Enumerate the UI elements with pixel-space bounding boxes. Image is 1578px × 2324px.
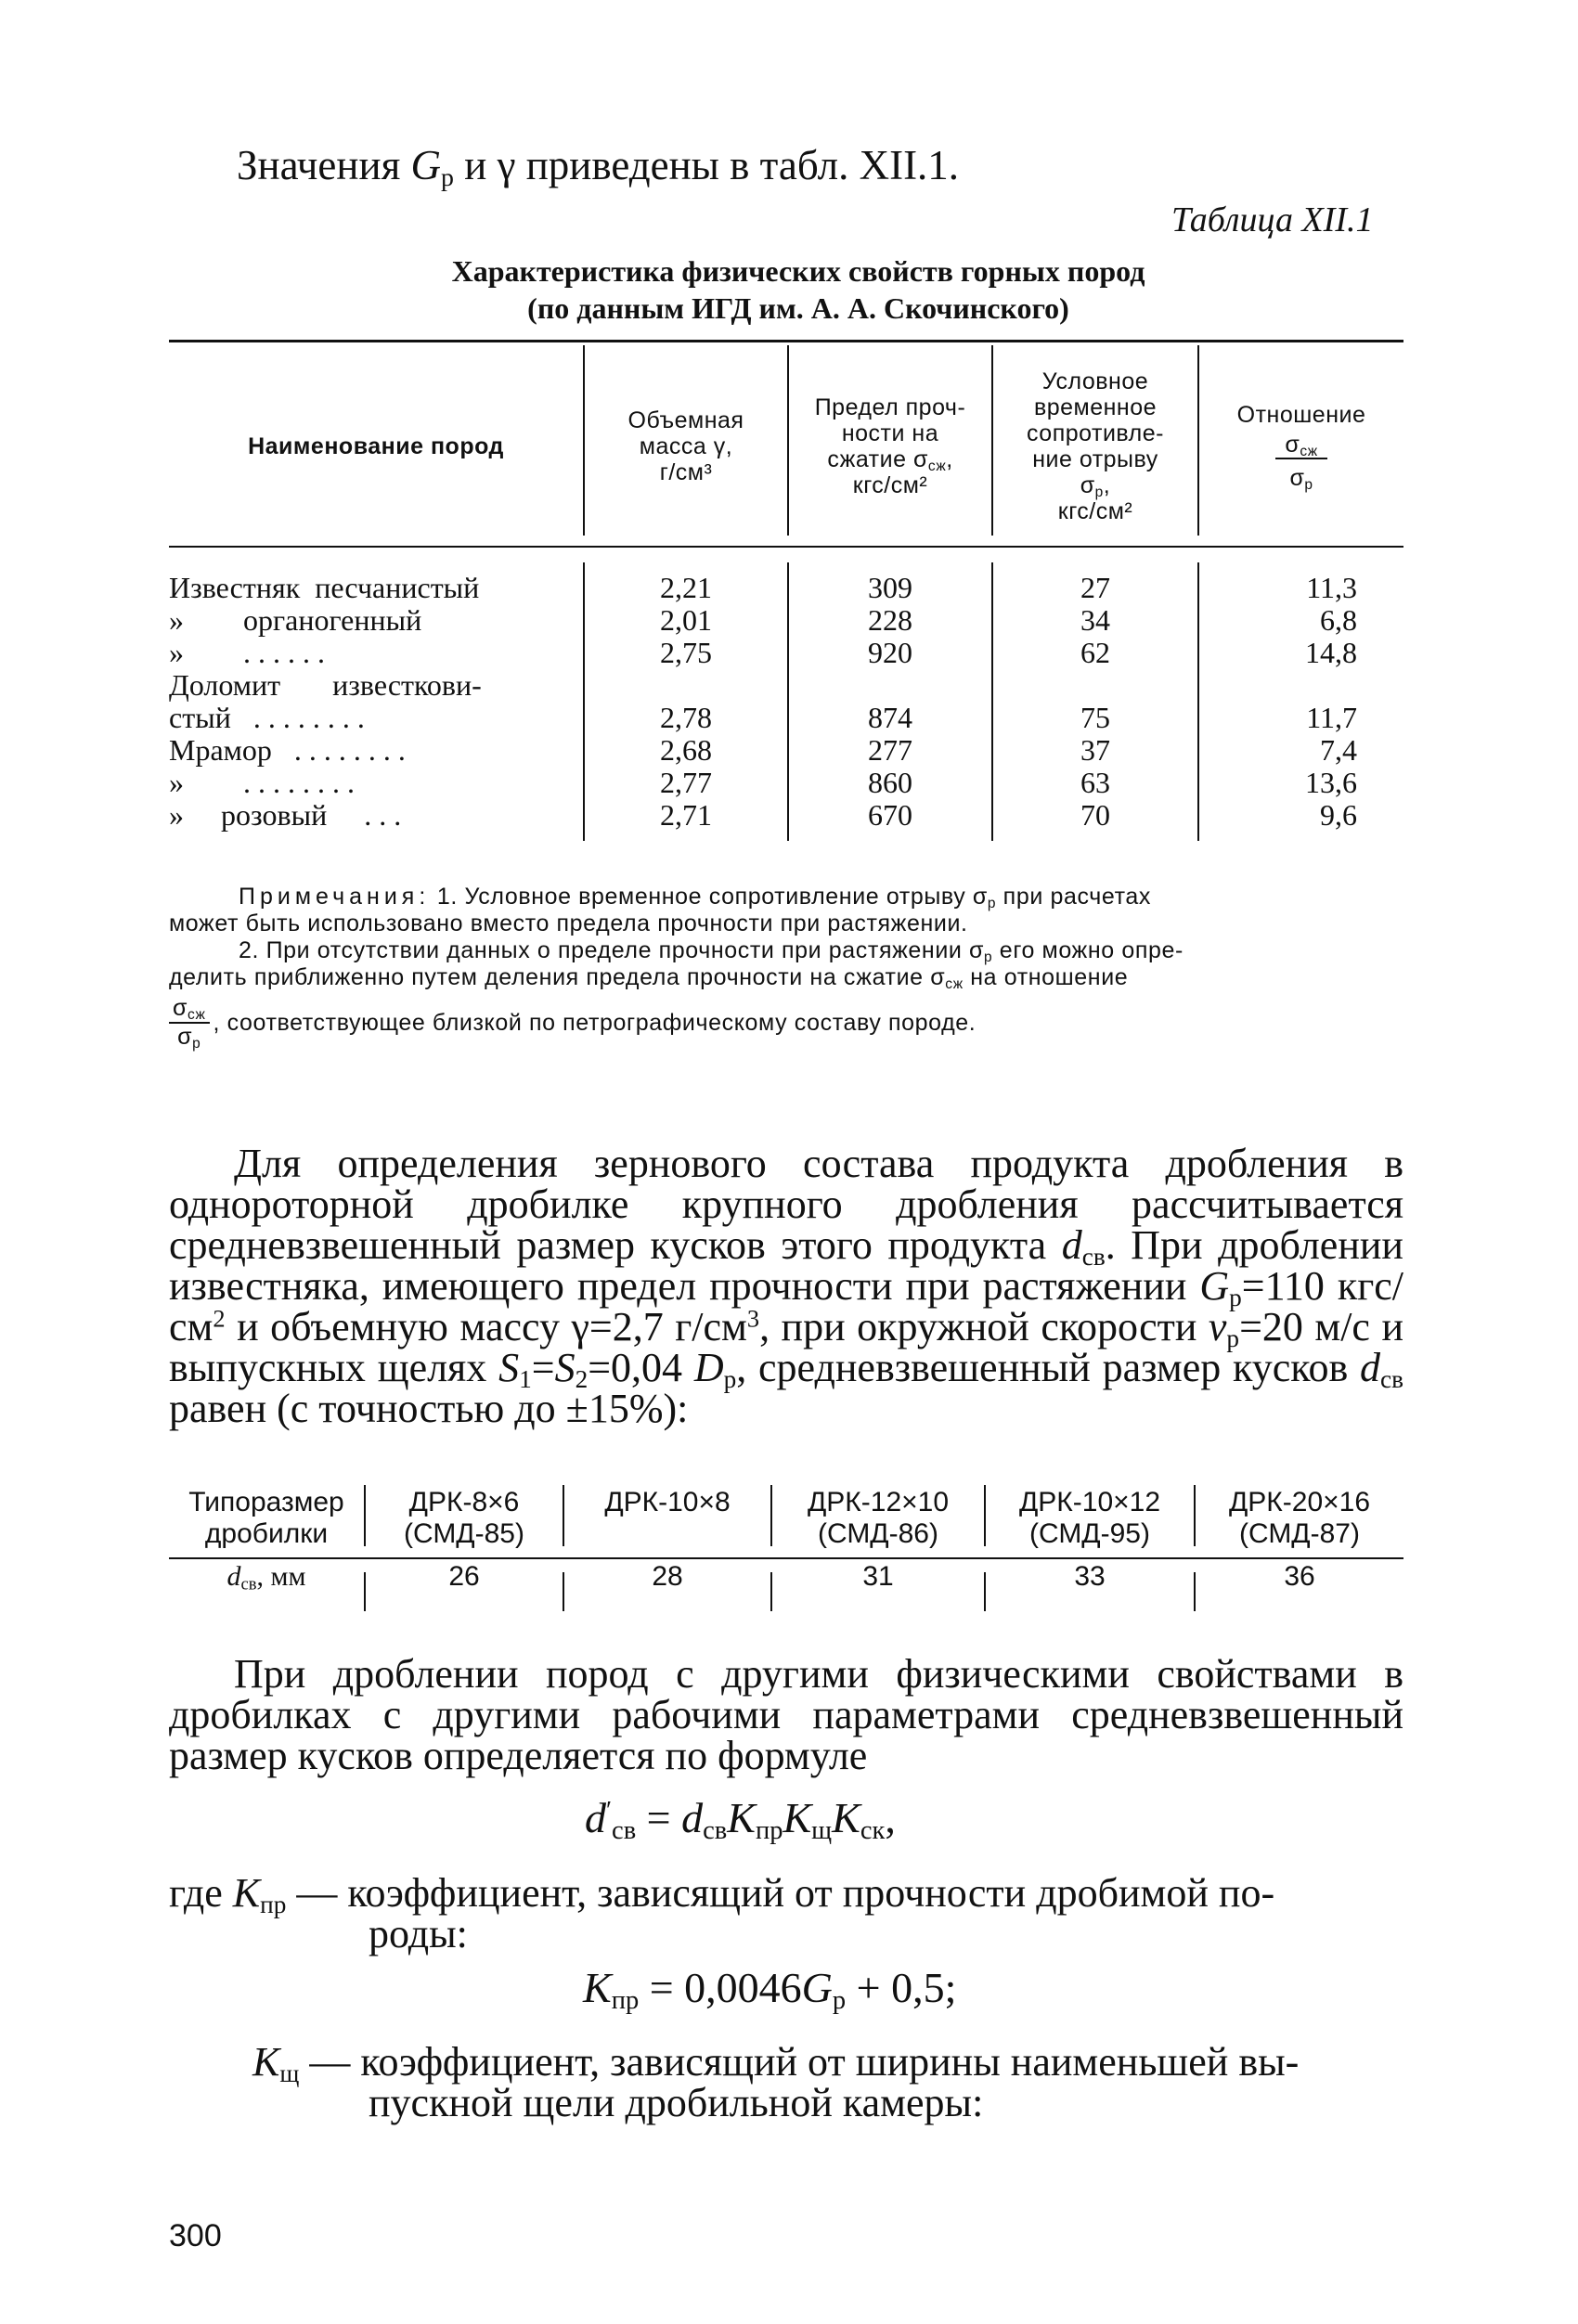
note-text: его можно опре- <box>992 937 1184 963</box>
rock-name: Мрамор . . . . . . . . <box>169 733 406 767</box>
density-value: 2,21 <box>660 571 712 604</box>
header-sub: р <box>1094 484 1104 500</box>
header-text: Предел проч- <box>814 394 966 420</box>
para-sub: р <box>723 1364 737 1393</box>
crusher-code: (СМД-87) <box>1239 1518 1360 1549</box>
var-K: K <box>832 1794 860 1841</box>
note-text: на отношение <box>963 964 1129 990</box>
rock-properties-table <box>169 340 1403 848</box>
crusher-model <box>564 1487 770 1518</box>
crusher-model <box>366 1487 563 1550</box>
formula-sub: св <box>703 1816 728 1846</box>
compression-value: 920 <box>868 636 912 669</box>
note-text: , соответствующее близкой по петрографическому составу породе. <box>213 1009 977 1036</box>
note-text: 2. При отсутствии данных о пределе прочности при растяжении σ <box>239 937 985 963</box>
header-text: г/см³ <box>659 459 713 485</box>
header-text: , <box>946 446 953 472</box>
compression-value: 670 <box>868 798 912 832</box>
note-fraction <box>169 995 210 1051</box>
var-d: d <box>681 1794 704 1841</box>
var-G: G <box>1199 1263 1230 1309</box>
note-sub: р <box>984 949 993 965</box>
crusher-size-table <box>169 1485 1403 1610</box>
note-text: может быть использовано вместо предела прочности при растяжении. <box>169 910 968 936</box>
var-d: d <box>1360 1345 1381 1390</box>
para-sub: р <box>1229 1283 1242 1311</box>
para-sup: 3 <box>746 1304 760 1333</box>
var-K: K <box>727 1794 756 1841</box>
density-column <box>585 572 787 832</box>
var-K: K <box>783 1794 812 1841</box>
table-top-rule <box>169 340 1403 342</box>
var-K: K <box>252 2039 280 2085</box>
density-value: 2,68 <box>660 733 712 767</box>
var-G: G <box>410 142 442 188</box>
header-text: сжатие σ <box>827 446 928 472</box>
para-text: При дроблении пород с другими физическими свойствами в дробилках с другими рабочими параметрами средневзвешенный размер кусков определяется по формуле <box>169 1651 1403 1778</box>
header-text: кгс/см² <box>1057 498 1133 524</box>
para-text: где <box>169 1870 233 1916</box>
header-text: ние отрыву <box>1032 446 1158 472</box>
var-D: D <box>693 1345 724 1390</box>
para-sub: 2 <box>575 1364 589 1393</box>
tension-column <box>993 572 1197 832</box>
rock-name-column <box>169 572 577 832</box>
header-text: масса γ, <box>639 433 733 459</box>
para-text: и объемную массу <box>225 1304 572 1349</box>
note-sub: р <box>987 895 997 911</box>
note-text: 1. Условное временное сопротивление отрыву σ <box>430 884 988 910</box>
definition-ksch <box>169 2039 1403 2125</box>
table2-rule <box>169 1557 1403 1559</box>
formula-sub: пр <box>755 1816 783 1846</box>
header-rock-name: Наименование пород <box>248 433 504 459</box>
rock-name: Доломит известкови- <box>169 668 482 702</box>
para-text: =0,04 <box>588 1345 694 1390</box>
crusher-name: ДРК-12×10 <box>807 1487 950 1517</box>
para-text: =2,7 г/см <box>589 1304 747 1349</box>
var-d: d <box>585 1794 606 1841</box>
crusher-code: (СМД-85) <box>404 1518 524 1549</box>
formula-sub: пр <box>611 1986 640 2016</box>
formula-sub: р <box>832 1986 847 2016</box>
tension-value: 37 <box>1080 733 1110 767</box>
crusher-model <box>772 1487 984 1550</box>
var-v: v <box>1208 1304 1227 1349</box>
crusher-name: ДРК-20×16 <box>1228 1487 1371 1517</box>
var-S: S <box>554 1345 576 1390</box>
intro-text: и <box>453 142 498 188</box>
note-sub: р <box>192 1035 201 1052</box>
table-notes <box>169 884 1403 1051</box>
header-text: дробилки <box>204 1518 329 1549</box>
para-text: Для определения зернового состава продукта дробления в однороторной дробилке крупного дробления рассчитывается средневзвешенный размер кусков этого продукта <box>169 1141 1403 1268</box>
var-K: K <box>583 1964 612 2011</box>
ratio-value: 14,8 <box>1305 636 1357 669</box>
crusher-code: (СМД-95) <box>1029 1518 1150 1549</box>
para-text: =110 кгс/см <box>169 1263 1404 1349</box>
tension-value: 70 <box>1080 798 1110 832</box>
header-sub: сж <box>1300 443 1318 459</box>
crusher-model <box>986 1487 1194 1550</box>
ratio-value <box>1199 669 1357 702</box>
para-sub: 1 <box>519 1364 532 1393</box>
ratio-value: 11,3 <box>1306 571 1357 604</box>
para-text: , средневзвешенный размер кусков <box>736 1345 1361 1390</box>
rock-name: » органогенный <box>169 603 422 637</box>
crusher-code: (СМД-86) <box>818 1518 938 1549</box>
dsv-value: 36 <box>1284 1561 1315 1592</box>
formula-dsv <box>585 1793 896 1846</box>
para-sub: св <box>1380 1364 1403 1393</box>
notes-heading: Примечания: <box>239 884 431 910</box>
formula-sub: св <box>612 1816 637 1846</box>
density-value <box>585 669 787 702</box>
sub-p: р <box>441 162 454 192</box>
para-text: роды: <box>369 1911 468 1956</box>
header-text: кгс/см² <box>852 472 928 498</box>
table-caption-line-2: (по данным ИГД им. А. А. Скочинского) <box>527 291 1069 325</box>
intro-text: Значения <box>237 142 411 188</box>
para-sub: св <box>1081 1242 1106 1271</box>
para-text: . При дроблении известняка, имеющего предел прочности при растяжении <box>169 1222 1403 1309</box>
crusher-model <box>1196 1487 1403 1550</box>
ratio-value: 9,6 <box>1320 798 1357 832</box>
row-unit: , мм <box>256 1561 306 1592</box>
para-text: = <box>531 1345 555 1390</box>
note-sub: сж <box>945 975 964 992</box>
header-ratio <box>1199 349 1403 544</box>
dsv-value: 26 <box>448 1561 480 1592</box>
compression-column <box>789 572 991 832</box>
ratio-value: 11,7 <box>1306 701 1357 734</box>
dsv-value: 31 <box>862 1561 894 1592</box>
rock-name: » . . . . . . . . <box>169 766 355 799</box>
table-label: Таблица XII.1 <box>1171 200 1374 239</box>
para-sub: р <box>1226 1323 1240 1352</box>
var-S: S <box>498 1345 520 1390</box>
header-compression-strength <box>789 349 991 544</box>
rock-name: Известняк песчанистый <box>169 571 480 604</box>
compression-value: 309 <box>868 571 912 604</box>
header-text: ности на <box>841 420 939 446</box>
formula-text: = 0,0046 <box>639 1964 802 2011</box>
rock-name: » розовый . . . <box>169 798 402 832</box>
tension-value: 62 <box>1080 636 1110 669</box>
header-text: σ <box>1080 472 1095 498</box>
header-density <box>585 349 787 544</box>
intro-text: приведены в табл. XII.1. <box>515 142 960 188</box>
intro-line <box>237 141 960 192</box>
formula-text: = <box>636 1794 682 1841</box>
header-text: σ <box>1285 432 1300 458</box>
header-sub: р <box>1304 476 1313 493</box>
formula-kpr <box>583 1963 957 2016</box>
tension-value <box>993 669 1197 702</box>
header-text: Условное <box>1041 368 1149 394</box>
dsv-value: 33 <box>1074 1561 1106 1592</box>
para-text: равен (с точностью до ±15%): <box>169 1386 689 1431</box>
var-d: d <box>1061 1222 1082 1268</box>
para-sub: пр <box>260 1890 287 1918</box>
row-sub: св <box>240 1574 257 1595</box>
ratio-column <box>1199 572 1357 832</box>
var-gamma: γ <box>497 142 516 188</box>
header-sub: сж <box>927 458 947 474</box>
formula-sub: ск <box>860 1816 886 1846</box>
header-text: σ <box>1289 465 1305 491</box>
header-text: Отношение <box>1236 402 1366 428</box>
density-value: 2,75 <box>660 636 712 669</box>
tension-value: 75 <box>1080 701 1110 734</box>
para-sub: щ <box>279 2059 300 2087</box>
formula-text: + 0,5; <box>846 1964 957 2011</box>
var-G: G <box>801 1964 833 2011</box>
header-crusher-type <box>169 1487 364 1550</box>
tension-value: 34 <box>1080 603 1110 637</box>
density-value: 2,71 <box>660 798 712 832</box>
header-text: сопротивле- <box>1027 420 1164 446</box>
rock-name: » . . . . . . <box>169 636 325 669</box>
tension-value: 27 <box>1080 571 1110 604</box>
page-number: 300 <box>169 2218 222 2253</box>
crusher-name: ДРК-10×12 <box>1018 1487 1161 1517</box>
note-text: σ <box>177 1024 193 1050</box>
rock-name: стый . . . . . . . . <box>169 701 365 734</box>
var-gamma: γ <box>571 1304 589 1349</box>
header-text: Типоразмер <box>188 1487 344 1517</box>
var-K: K <box>232 1870 261 1916</box>
table-caption-line-1: Характеристика физических свойств горных пород <box>451 254 1145 288</box>
compression-value: 874 <box>868 701 912 734</box>
density-value: 2,78 <box>660 701 712 734</box>
compression-value: 860 <box>868 766 912 799</box>
header-tensile-resistance <box>993 349 1197 544</box>
formula-sub: щ <box>811 1816 833 1846</box>
density-value: 2,77 <box>660 766 712 799</box>
header-text: , <box>1103 472 1111 498</box>
ratio-value: 7,4 <box>1320 733 1357 767</box>
var-d: d <box>226 1561 241 1592</box>
crusher-name: ДРК-8×6 <box>408 1487 520 1517</box>
compression-value <box>789 669 991 702</box>
formula-prime: ′ <box>606 1794 613 1824</box>
note-sub: сж <box>188 1006 206 1023</box>
note-text: при расчетах <box>996 884 1151 910</box>
note-text: σ <box>173 995 188 1021</box>
table-header-rule <box>169 546 1403 548</box>
tension-value: 63 <box>1080 766 1110 799</box>
row-label-dsv <box>169 1561 364 1593</box>
para-text: пускной щели дробильной камеры: <box>369 2080 984 2125</box>
ratio-value: 6,8 <box>1320 603 1357 637</box>
note-text: делить приближенно путем деления предела прочности на сжатие σ <box>169 964 946 990</box>
compression-value: 277 <box>868 733 912 767</box>
para-text: =20 м/с и выпускных щелях <box>169 1304 1403 1390</box>
definition-kpr <box>169 1870 1403 1956</box>
para-text: — коэффициент, зависящий от прочности дробимой по- <box>286 1870 1275 1916</box>
paragraph-other-rocks <box>169 1651 1403 1778</box>
header-text: Объемная <box>627 407 744 433</box>
para-sup: 2 <box>213 1304 226 1333</box>
density-value: 2,01 <box>660 603 712 637</box>
header-text: временное <box>1033 394 1158 420</box>
formula-text: , <box>885 1794 896 1841</box>
compression-value: 228 <box>868 603 912 637</box>
para-text: , при окружной скорости <box>759 1304 1209 1349</box>
crusher-name: ДРК-10×8 <box>604 1487 731 1517</box>
paragraph-crushing <box>169 1143 1403 1429</box>
dsv-value: 28 <box>652 1561 683 1592</box>
para-text: — коэффициент, зависящий от ширины наименьшей вы- <box>299 2039 1300 2085</box>
ratio-value: 13,6 <box>1305 766 1357 799</box>
